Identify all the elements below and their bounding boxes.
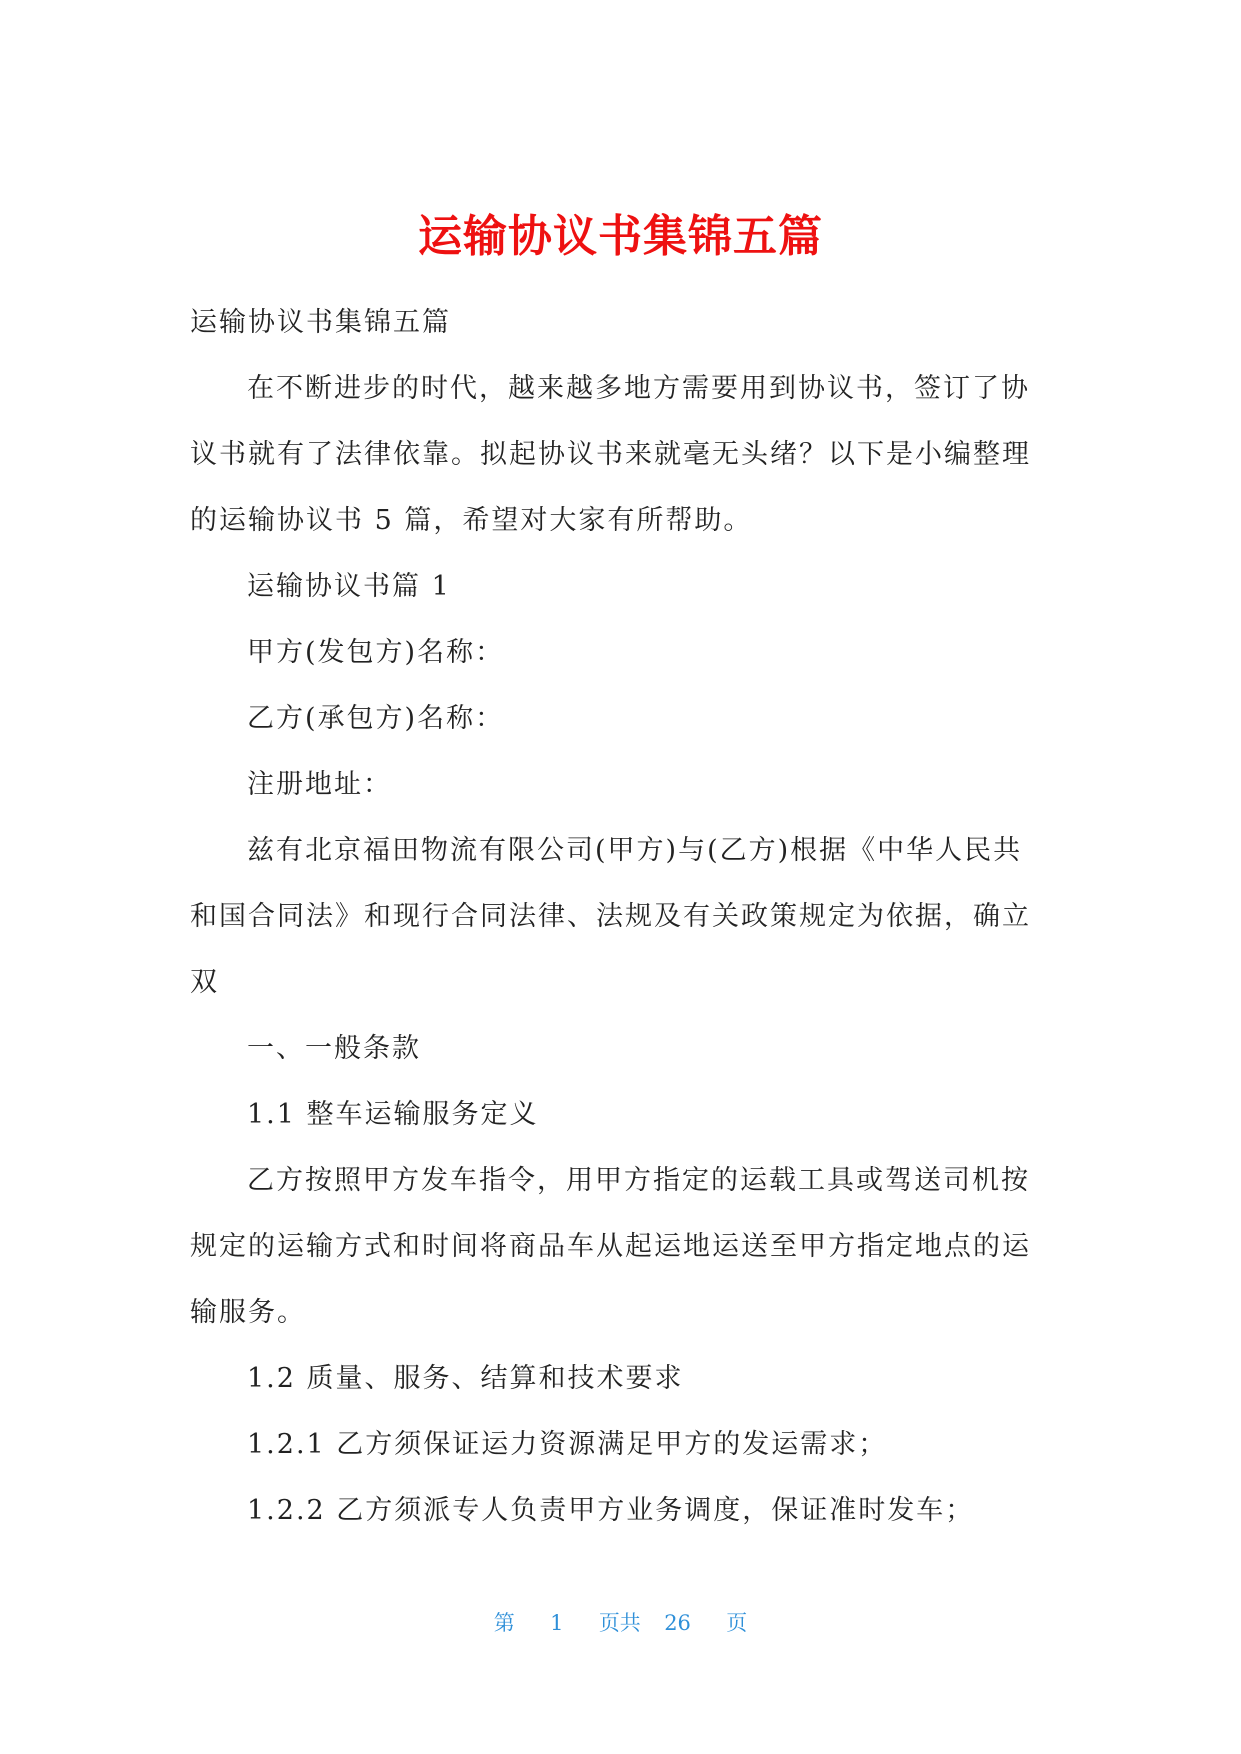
footer-page-number: 1 [550, 1611, 564, 1635]
party-a-name: 甲方(发包方)名称： [247, 637, 505, 668]
footer-prefix: 第 [493, 1611, 515, 1635]
footer-suffix: 页 [726, 1611, 748, 1635]
clause-1-2-1: 1.2.1 乙方须保证运力资源满足甲方的发运需求； [247, 1429, 888, 1460]
document-subtitle: 运输协议书集锦五篇 [190, 307, 451, 338]
clause-general: 一、一般条款 [247, 1033, 421, 1064]
paragraph-intro: 在不断进步的时代，越来越多地方需要用到协议书，签订了协议书就有了法律依靠。拟起协议书来就毫无头绪？以下是小编整理的运输协议书 5 篇，希望对大家有所帮助。 [190, 373, 1031, 536]
section-heading-1: 运输协议书篇 1 [247, 571, 451, 602]
clause-1-2-2: 1.2.2 乙方须派专人负责甲方业务调度，保证准时发车； [247, 1495, 975, 1526]
registered-address: 注册地址： [247, 769, 392, 800]
document-title: 运输协议书集锦五篇 [418, 211, 823, 262]
footer-total-pages: 26 [664, 1611, 691, 1635]
paragraph-definition: 乙方按照甲方发车指令，用甲方指定的运载工具或驾送司机按规定的运输方式和时间将商品车从起运地运送至甲方指定地点的运输服务。 [190, 1165, 1031, 1328]
document-body [190, 290, 1040, 1544]
paragraph-basis: 兹有北京福田物流有限公司(甲方)与(乙方)根据《中华人民共和国合同法》和现行合同法律、法规及有关政策规定为依据，确立双 [190, 835, 1031, 998]
clause-1-1: 1.1 整车运输服务定义 [247, 1099, 539, 1130]
party-b-name: 乙方(承包方)名称： [247, 703, 505, 734]
clause-1-2: 1.2 质量、服务、结算和技术要求 [247, 1363, 684, 1394]
footer-middle: 页共 [598, 1611, 641, 1635]
page-footer [0, 1607, 1241, 1637]
